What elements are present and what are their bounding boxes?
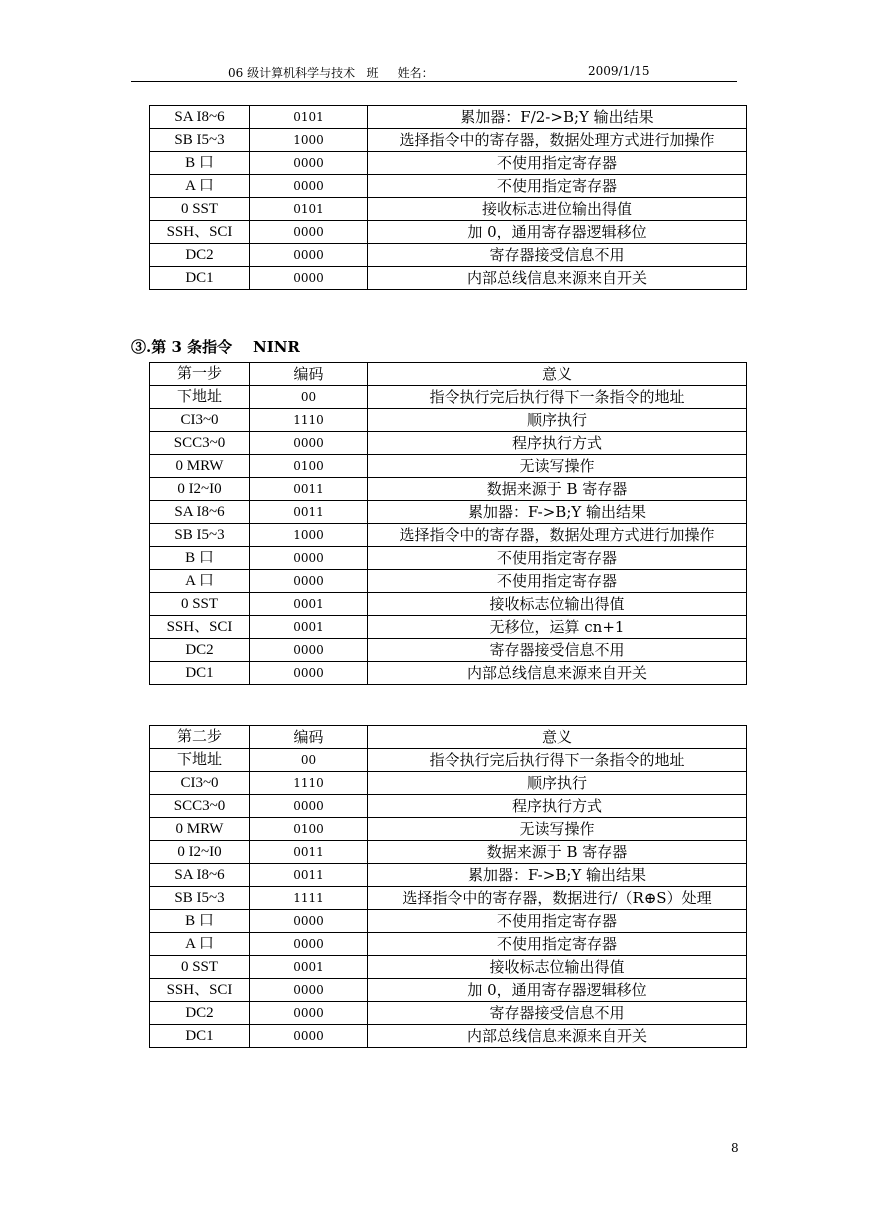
meaning-cell: 累加器：F/2->B;Y 输出结果	[368, 106, 747, 129]
meaning-cell: 接收标志位输出得值	[368, 593, 747, 616]
table-row	[150, 221, 747, 244]
table-row	[150, 198, 747, 221]
code-cell: 0001	[250, 956, 368, 979]
field-name-cell: DC2	[150, 244, 250, 267]
table-row	[150, 979, 747, 1002]
meaning-cell: 接收标志进位输出得值	[368, 198, 747, 221]
table-row	[150, 570, 747, 593]
code-cell: 0101	[250, 106, 368, 129]
table-row	[150, 1002, 747, 1025]
meaning-cell: 不使用指定寄存器	[368, 570, 747, 593]
table-row	[150, 818, 747, 841]
field-name-cell: 0 I2~I0	[150, 841, 250, 864]
field-name-cell: 下地址	[150, 749, 250, 772]
code-cell: 0000	[250, 933, 368, 956]
table-row	[150, 386, 747, 409]
table-row	[150, 478, 747, 501]
code-cell: 0000	[250, 910, 368, 933]
table-row	[150, 106, 747, 129]
field-name-cell: SA I8~6	[150, 106, 250, 129]
code-cell: 0000	[250, 432, 368, 455]
meaning-cell: 程序执行方式	[368, 795, 747, 818]
code-cell: 0000	[250, 795, 368, 818]
table-row	[150, 129, 747, 152]
code-cell: 0000	[250, 221, 368, 244]
field-name-cell: SA I8~6	[150, 501, 250, 524]
meaning-cell: 顺序执行	[368, 772, 747, 795]
meaning-cell: 内部总线信息来源来自开关	[368, 1025, 747, 1048]
field-name-cell: DC1	[150, 1025, 250, 1048]
field-name-cell: 0 SST	[150, 593, 250, 616]
meaning-cell: 指令执行完后执行得下一条指令的地址	[368, 386, 747, 409]
field-name-cell: 0 MRW	[150, 818, 250, 841]
field-name-cell: SB I5~3	[150, 524, 250, 547]
field-name-cell: 第一步	[150, 363, 250, 386]
meaning-cell: 数据来源于 B 寄存器	[368, 841, 747, 864]
field-name-cell: SB I5~3	[150, 887, 250, 910]
code-cell: 0000	[250, 267, 368, 290]
code-cell: 0011	[250, 501, 368, 524]
table-row	[150, 432, 747, 455]
table-row	[150, 749, 747, 772]
field-name-cell: SSH、SCI	[150, 616, 250, 639]
table-row	[150, 267, 747, 290]
code-cell: 0011	[250, 841, 368, 864]
code-cell: 0000	[250, 152, 368, 175]
field-name-cell: DC1	[150, 662, 250, 685]
code-cell: 0101	[250, 198, 368, 221]
table-row	[150, 547, 747, 570]
table-row	[150, 841, 747, 864]
table-row	[150, 772, 747, 795]
code-cell: 1111	[250, 887, 368, 910]
table-row	[150, 524, 747, 547]
table-row	[150, 933, 747, 956]
code-cell: 0001	[250, 593, 368, 616]
meaning-cell: 顺序执行	[368, 409, 747, 432]
code-cell: 1110	[250, 409, 368, 432]
page-header	[131, 62, 737, 82]
table-row	[150, 409, 747, 432]
code-cell: 0011	[250, 478, 368, 501]
table-row	[150, 864, 747, 887]
code-cell: 0000	[250, 547, 368, 570]
field-name-cell: A 口	[150, 933, 250, 956]
meaning-cell: 内部总线信息来源来自开关	[368, 267, 747, 290]
meaning-cell: 指令执行完后执行得下一条指令的地址	[368, 749, 747, 772]
table-row	[150, 501, 747, 524]
table-row	[150, 662, 747, 685]
instruction-3-step-1-table	[149, 362, 747, 685]
field-name-cell: CI3~0	[150, 409, 250, 432]
table-row	[150, 956, 747, 979]
meaning-cell: 意义	[368, 363, 747, 386]
meaning-cell: 不使用指定寄存器	[368, 547, 747, 570]
field-name-cell: B 口	[150, 152, 250, 175]
field-name-cell: 0 MRW	[150, 455, 250, 478]
field-name-cell: 0 I2~I0	[150, 478, 250, 501]
code-cell: 0000	[250, 979, 368, 1002]
field-name-cell: SA I8~6	[150, 864, 250, 887]
meaning-cell: 不使用指定寄存器	[368, 910, 747, 933]
code-cell: 1000	[250, 524, 368, 547]
meaning-cell: 无读写操作	[368, 455, 747, 478]
code-cell: 1110	[250, 772, 368, 795]
meaning-cell: 接收标志位输出得值	[368, 956, 747, 979]
field-name-cell: DC2	[150, 639, 250, 662]
meaning-cell: 寄存器接受信息不用	[368, 639, 747, 662]
meaning-cell: 不使用指定寄存器	[368, 152, 747, 175]
field-name-cell: SB I5~3	[150, 129, 250, 152]
header-date: 2009/1/15	[588, 64, 650, 78]
meaning-cell: 不使用指定寄存器	[368, 933, 747, 956]
code-cell: 0100	[250, 455, 368, 478]
table-row	[150, 455, 747, 478]
field-name-cell: B 口	[150, 910, 250, 933]
meaning-cell: 累加器：F->B;Y 输出结果	[368, 501, 747, 524]
code-cell: 00	[250, 386, 368, 409]
meaning-cell: 寄存器接受信息不用	[368, 244, 747, 267]
meaning-cell: 程序执行方式	[368, 432, 747, 455]
table-row	[150, 910, 747, 933]
meaning-cell: 无移位，运算 cn+1	[368, 616, 747, 639]
table-row	[150, 1025, 747, 1048]
meaning-cell: 选择指令中的寄存器，数据处理方式进行加操作	[368, 129, 747, 152]
meaning-cell: 内部总线信息来源来自开关	[368, 662, 747, 685]
code-cell: 0000	[250, 244, 368, 267]
meaning-cell: 累加器：F->B;Y 输出结果	[368, 864, 747, 887]
code-cell: 0000	[250, 662, 368, 685]
field-name-cell: A 口	[150, 175, 250, 198]
table-row	[150, 795, 747, 818]
code-cell: 0000	[250, 639, 368, 662]
field-name-cell: B 口	[150, 547, 250, 570]
table-row	[150, 616, 747, 639]
field-name-cell: 第二步	[150, 726, 250, 749]
meaning-cell: 加 0，通用寄存器逻辑移位	[368, 979, 747, 1002]
table-header-row	[150, 363, 747, 386]
code-cell: 0000	[250, 570, 368, 593]
code-cell: 0000	[250, 1025, 368, 1048]
instruction-3-step-2-table	[149, 725, 747, 1048]
field-name-cell: SCC3~0	[150, 795, 250, 818]
field-name-cell: SSH、SCI	[150, 221, 250, 244]
field-name-cell: SCC3~0	[150, 432, 250, 455]
code-cell: 编码	[250, 363, 368, 386]
field-name-cell: 下地址	[150, 386, 250, 409]
instruction-table-continued	[149, 105, 747, 290]
field-name-cell: SSH、SCI	[150, 979, 250, 1002]
code-cell: 00	[250, 749, 368, 772]
table-row	[150, 593, 747, 616]
field-name-cell: 0 SST	[150, 198, 250, 221]
meaning-cell: 选择指令中的寄存器，数据进行/（R⊕S）处理	[368, 887, 747, 910]
code-cell: 0001	[250, 616, 368, 639]
code-cell: 1000	[250, 129, 368, 152]
table-row	[150, 244, 747, 267]
field-name-cell: DC2	[150, 1002, 250, 1025]
meaning-cell: 不使用指定寄存器	[368, 175, 747, 198]
code-cell: 0011	[250, 864, 368, 887]
header-class-name: 06 级计算机科学与技术 班 姓名：	[228, 66, 434, 80]
meaning-cell: 寄存器接受信息不用	[368, 1002, 747, 1025]
code-cell: 0100	[250, 818, 368, 841]
field-name-cell: CI3~0	[150, 772, 250, 795]
page-number: 8	[731, 1141, 739, 1155]
meaning-cell: 意义	[368, 726, 747, 749]
table-header-row	[150, 726, 747, 749]
section-title-instruction-3: ③.第 3 条指令 NINR	[131, 338, 300, 356]
code-cell: 0000	[250, 1002, 368, 1025]
code-cell: 编码	[250, 726, 368, 749]
meaning-cell: 选择指令中的寄存器，数据处理方式进行加操作	[368, 524, 747, 547]
meaning-cell: 加 0，通用寄存器逻辑移位	[368, 221, 747, 244]
table-row	[150, 887, 747, 910]
code-cell: 0000	[250, 175, 368, 198]
field-name-cell: A 口	[150, 570, 250, 593]
table-row	[150, 152, 747, 175]
meaning-cell: 数据来源于 B 寄存器	[368, 478, 747, 501]
table-row	[150, 175, 747, 198]
field-name-cell: 0 SST	[150, 956, 250, 979]
meaning-cell: 无读写操作	[368, 818, 747, 841]
field-name-cell: DC1	[150, 267, 250, 290]
table-row	[150, 639, 747, 662]
